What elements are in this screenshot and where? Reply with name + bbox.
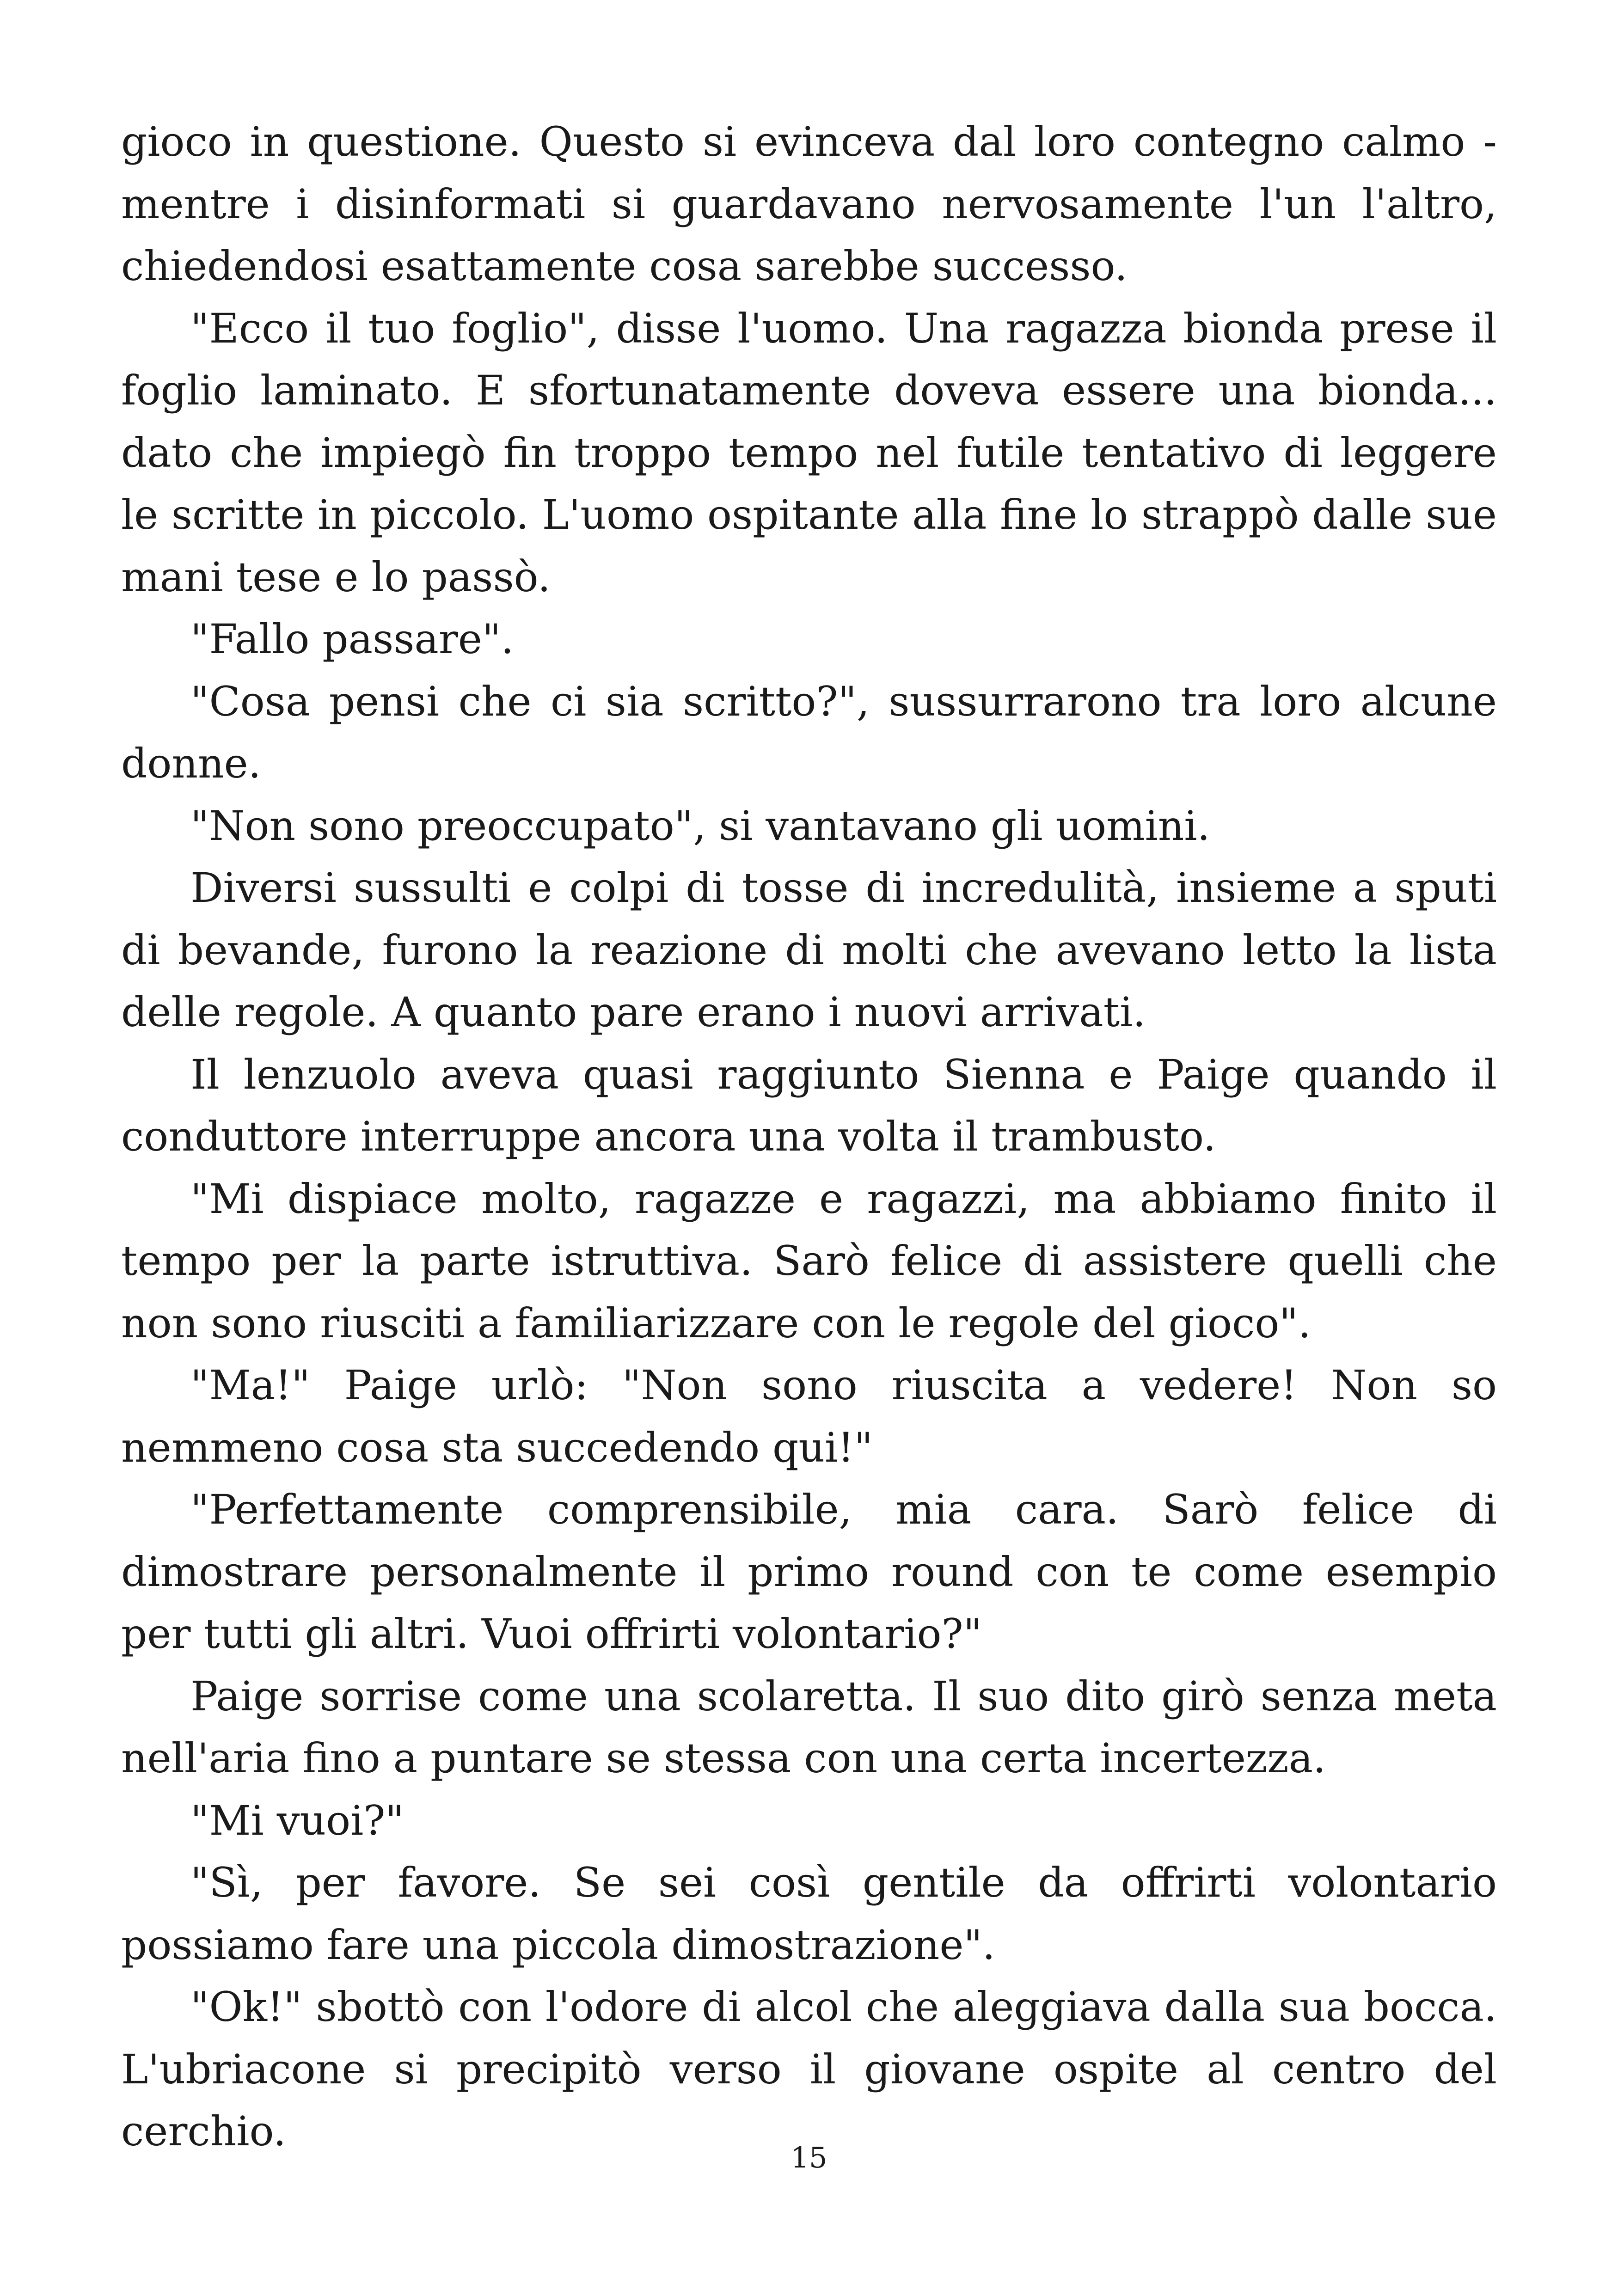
paragraph: "Mi dispiace molto, ragazze e ragazzi, ma abbiamo finito il tempo per la parte istruttiva. Sarò felice di assistere quelli che non sono riusciti a familiarizzare con le regole del gioco".: [121, 1175, 1497, 1347]
paragraph: Paige sorrise come una scolaretta. Il suo dito girò senza meta nell'aria fino a puntare se stessa con una certa incertezza.: [121, 1672, 1497, 1782]
paragraph: "Non sono preoccupato", si vantavano gli uomini.: [190, 802, 1210, 850]
paragraph: "Mi vuoi?": [190, 1796, 404, 1844]
paragraph: "Cosa pensi che ci sia scritto?", sussurrarono tra loro alcune donne.: [121, 677, 1497, 787]
page-number: 15: [791, 2141, 827, 2174]
body-text: [121, 111, 1497, 2163]
paragraph: "Perfettamente comprensibile, mia cara. Sarò felice di dimostrare personalmente il primo round con te come esempio per tutti gli altri. Vuoi offrirti volontario?": [121, 1486, 1497, 1658]
paragraph: "Ok!" sbottò con l'odore di alcol che aleggiava dalla sua bocca. L'ubriacone si precipitò verso il giovane ospite al centro del cerchio.: [121, 1983, 1497, 2155]
paragraph: "Ecco il tuo foglio", disse l'uomo. Una ragazza bionda prese il foglio laminato. E sfortunatamente doveva essere una bionda... dato che impiegò fin troppo tempo nel futile tentativo di leggere le scritte in piccolo. L'uomo ospitante alla fine lo strappò dalle sue mani tese e lo passò.: [121, 304, 1497, 601]
paragraph: "Ma!" Paige urlò: "Non sono riuscita a vedere! Non so nemmeno cosa sta succedendo qui!": [121, 1361, 1497, 1471]
paragraph: "Sì, per favore. Se sei così gentile da offrirti volontario possiamo fare una piccola dimostrazione".: [121, 1859, 1497, 1969]
paragraph: gioco in questione. Questo si evinceva dal loro contegno calmo - mentre i disinformati si guardavano nervosamente l'un l'altro, chiedendosi esattamente cosa sarebbe successo.: [121, 118, 1497, 290]
paragraph: Il lenzuolo aveva quasi raggiunto Sienna e Paige quando il conduttore interruppe ancora una volta il trambusto.: [121, 1050, 1497, 1160]
paragraph: Diversi sussulti e colpi di tosse di incredulità, insieme a sputi di bevande, furono la reazione di molti che avevano letto la lista delle regole. A quanto pare erano i nuovi arrivati.: [121, 864, 1497, 1036]
paragraph: "Fallo passare".: [190, 615, 514, 663]
